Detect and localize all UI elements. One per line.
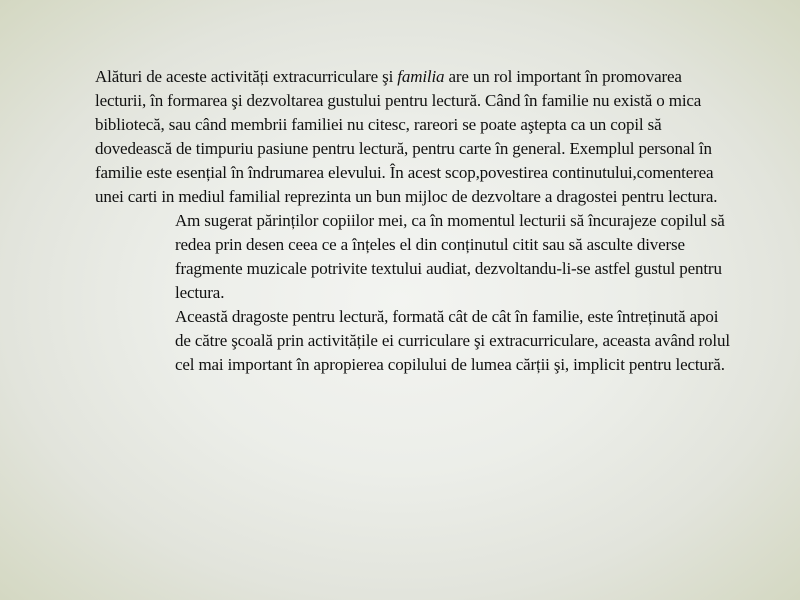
paragraph-1-before: Alături de aceste activități extracurriculare şi (95, 67, 398, 86)
paragraph-school-role: Această dragoste pentru lectură, formată cât de cât în familie, este întreținută apoi de către şcoală prin activitățile ei curriculare şi extracurriculare, aceasta având rolul cel mai important în apropierea copilului de lumea cărții şi, implicit pentru lectură. (175, 307, 730, 374)
paragraph-family-role (95, 65, 735, 209)
paragraph-1-after: are un rol important în promovarea lecturii, în formarea şi dezvoltarea gustului pentru lectură. Când în familie nu există o mica bibliotecă, sau când membrii familiei nu citesc, rareori se poate aştepta ca un copil să dovedească de timpuriu pasiune pentru lectură, pentru carte în general. Exemplul personal în familie este esențial în îndrumarea elevului. În acest scop,povestirea continutului,comenterea unei carti in mediul familial reprezinta un bun mijloc de dezvoltare a dragostei pentru lectura. (95, 67, 718, 206)
paragraph-parents-suggestion: Am sugerat părinților copiilor mei, ca în momentul lecturii să încurajeze copilul să redea prin desen ceea ce a înțeles el din conținutul citit sau să asculte diverse fragmente muzicale potrivite textului audiat, dezvoltandu-li-se astfel gustul pentru lectura. (175, 211, 725, 302)
emphasis-familia: familia (397, 67, 445, 86)
body-text (95, 65, 735, 377)
